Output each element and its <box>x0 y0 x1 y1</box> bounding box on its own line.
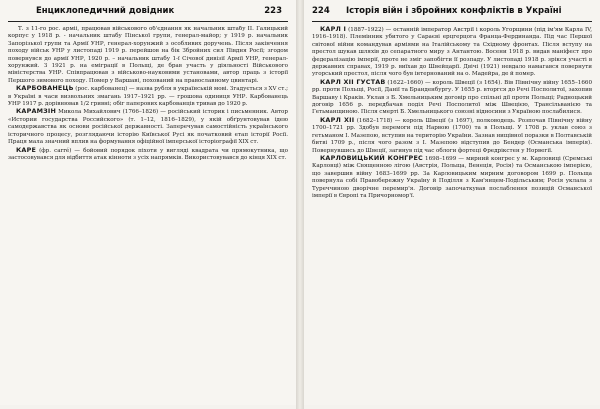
entry <box>312 117 592 155</box>
running-title: Історія війн і збройних конфліктів в Україні <box>346 6 562 16</box>
header-rule <box>8 21 288 22</box>
page-number: 224 <box>312 6 330 16</box>
entry-text: (1682–1718) — король Швеції (з 1697), полководець. Розпочав Північну війну 1700–1721 рр. Здобув перемоги під Нарвою (1700) та в Польщі. У 1708 р. уклав союз з гетьманом І. Мазепою, вступив на територію України. Зазнав нищівної поразки в Полтавській битві 1709 р., після чого разом з І. Мазепою відступив до Бендер (Османська імперія). Повернувшись до Швеції, загинув під час облоги фортеці Фредрікстен у Норвегії. <box>312 117 592 154</box>
entry-heading: КАРЛ I <box>320 26 347 33</box>
entry-heading: КАРЛ XII <box>320 115 355 124</box>
page-number: 223 <box>264 6 282 16</box>
paragraph <box>8 26 288 85</box>
entry <box>312 26 592 79</box>
entry-text: 1698–1699 — мирний конгрес у м. Карловиці (Сремські Карловці) між Священною лігою (Австрія, Польща, Венеція, Росія) та Османською імперією, що завершив війну 1683–1699 рр. За Карловицьким мирним договором 1699 р. Польща повернула собі Правобережну Україну й Поділля з Кам'янцем-Подільським; Росія уклала з Туреччиною дворічне перемир'я. Договір започаткував послаблення позицій Османської імперії в Європі та Причорномор'ї. <box>312 155 592 199</box>
entry-heading: КАРБОВАНЕЦЬ <box>16 84 74 93</box>
header-rule <box>312 21 592 22</box>
entry <box>8 85 288 108</box>
entry-heading: КАРЛОВИЦЬКИЙ КОНГРЕС <box>320 153 423 162</box>
right-page <box>304 0 600 405</box>
left-page-header <box>8 6 288 20</box>
running-title: Енциклопедичний довідник <box>36 6 175 16</box>
entry <box>8 108 288 146</box>
entry-text: (1622–1660) — король Швеції (з 1654). Вів Північну війну 1655–1660 рр. проти Польщі, Росії, Данії та Бранденбургу. У 1655 р. вторгся до Речі Посполитої, захопив Варшаву і Краків. Уклав з Б. Хмельницьким договір про спільні дії проти Польщі; Радноцький договір 1656 р. передбачав поділ Речі Посполитої між Швецією, Трансільванією та Гетьманщиною. Після смерті Б. Хмельницького союзні відносини з Україною послабилися. <box>312 79 592 116</box>
entry-heading: КАРАМЗІН <box>16 107 57 116</box>
right-page-body <box>312 26 592 401</box>
entry-heading: КАРЕ <box>16 145 37 154</box>
entry <box>8 147 288 163</box>
entry-text: (фр. carré) — бойовий порядок піхоти у вигляді квадрата чи прямокутника, що застосовувався для відбиття атак кінноти з усіх напрямків. Використовувався до кінця XIX ст. <box>8 147 288 161</box>
entry-text: Микола Михайлович (1766–1826) — російський історик і письменник. Автор «Истории государства Российского» (т. 1–12, 1816–1829), у якій обґрунтовував ідею самодержавства як основи російської державності. Заперечував самостійність українського історичного процесу, розглядаючи історію Київської Русі як початковий етап історії Росії. Праця мала значний вплив на формування офіційної імперської історіографії XIX ст. <box>8 109 288 146</box>
entry-text: (1887–1922) — останній імператор Австрії і король Угорщини (під ім'ям Карла IV, 1916–1918). Племінник убитого у Сараєві ерцгерцога Франца-Фердинанда. Під час Першої світової війни командував арміями на Італійському та Східному фронтах. Після вступу на престол шукав шляхів до сепаратного миру з Антантою. Восени 1918 р. видав маніфест про федералізацію імперії, проте не зміг запобігти її розпаду. У листопаді 1918 р. зрікся участі в державних справах, 1919 р. виїхав до Швейцарії. Двічі (1921) невдало намагався повернути угорський престол, після чого був інтернований на о. Мадейра, де й помер. <box>312 27 592 78</box>
entry <box>312 155 592 200</box>
right-page-header <box>312 6 592 20</box>
entry-text: (рос. карбованец) — назва рубля в українській мові. Згадується з XV ст.; в Україні в часи визвольних змагань 1917–1921 рр. — грошова одиниця УНР. Карбованець УНР 1917 р. дорівнював 1/2 гривні; обіг паперових карбованців тривав до 1920 р. <box>8 86 288 108</box>
book-gutter <box>296 0 304 409</box>
left-page-body <box>8 26 288 401</box>
entry <box>312 79 592 117</box>
entry-heading: КАРЛ XII ГУСТАВ <box>320 77 386 86</box>
paragraph-text: Т. з 11-го рос. арміі, працював військового об'єднання як начальник штабу ІІ. Галицький корпус у 1918 р. - начальник штабу Пінської групи, генерал-майор; у 1919 р. начальник Запорізької групи та Армії УНР, генерал-хорунжий з особливих доручень. Після закінчення походу військ УНР у листопаді 1919 р. перейшов на бік Збройних сил Півдня Росії; згодом повернувся до армії УНР, 1920 р. – начальник штабу 1-ї Січової дивізії Армії УНР, генерал-хорунжий. З 1921 р. на еміграції в Польщі, де брав участь у діяльності Військового міністерства УНР. Співпрацював з військово-науковими установами, автор праць з історії Першого зимового походу. Помер у Варшаві, похований на православному цвинтарі. <box>8 26 288 84</box>
left-page <box>0 0 296 405</box>
